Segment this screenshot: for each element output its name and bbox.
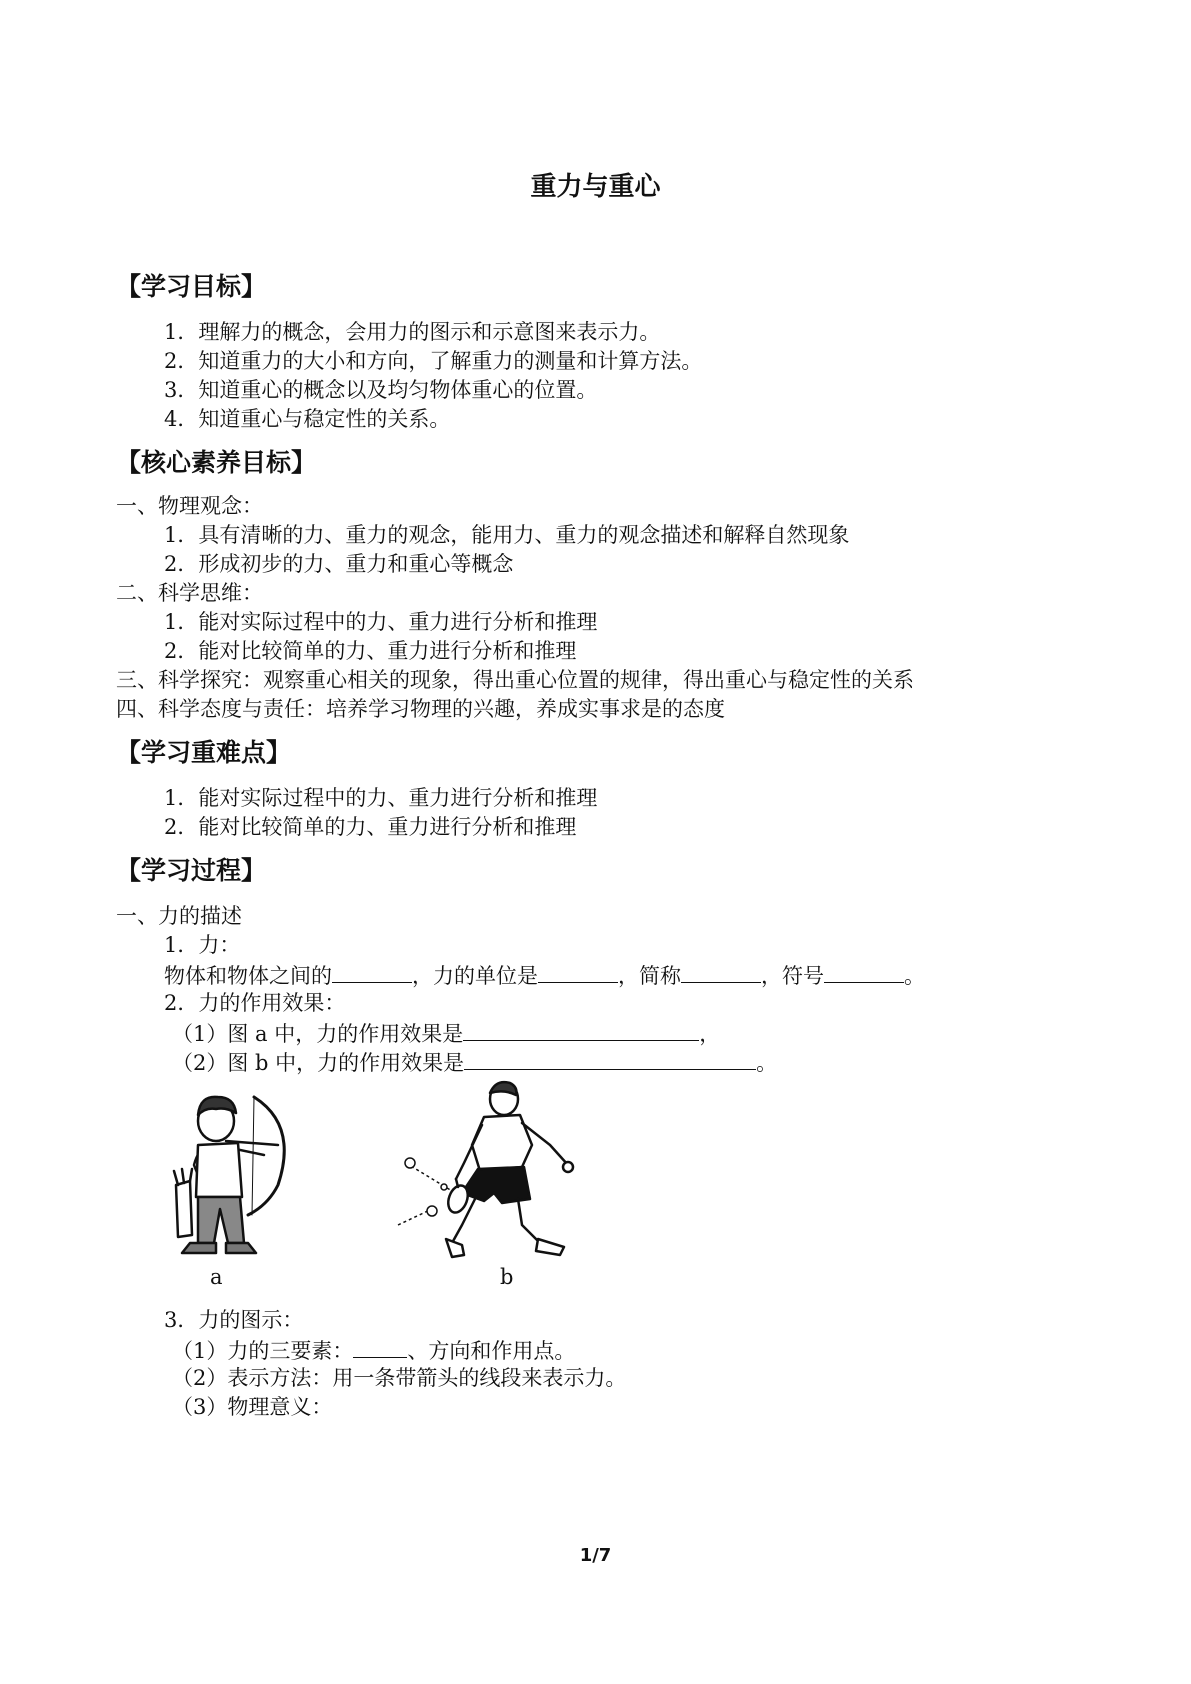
process-sub-3-3: （3）物理意义： — [172, 1395, 333, 1419]
core-part-3: 三、科学探究：观察重心相关的现象，得出重心位置的规律，得出重心与稳定性的关系 — [116, 668, 914, 692]
text-segment: （1）力的三要素： — [172, 1339, 354, 1363]
fill-blank-line-fig-b — [172, 1047, 777, 1077]
text-segment: ， — [699, 1022, 721, 1046]
process-sub-1: 1．力： — [164, 933, 241, 957]
archer-illustration — [168, 1085, 318, 1265]
figure-label-b: b — [500, 1265, 514, 1289]
core-item: 2．形成初步的力、重力和重心等概念 — [164, 552, 514, 576]
fill-blank-line-three-elements — [172, 1335, 575, 1365]
difficulty-item: 1．能对实际过程中的力、重力进行分析和推理 — [164, 786, 598, 810]
text-segment: 物体和物体之间的 — [164, 964, 332, 988]
goal-item: 3．知道重心的概念以及均匀物体重心的位置。 — [164, 378, 598, 402]
blank-field[interactable] — [538, 960, 618, 983]
blank-field[interactable] — [332, 960, 412, 983]
fill-blank-line-fig-a — [172, 1018, 720, 1048]
process-part-1: 一、力的描述 — [116, 904, 242, 928]
core-item: 1．具有清晰的力、重力的观念，能用力、重力的观念描述和解释自然现象 — [164, 523, 850, 547]
core-item: 1．能对实际过程中的力、重力进行分析和推理 — [164, 610, 598, 634]
blank-field[interactable] — [463, 1018, 699, 1041]
figure-label-a: a — [210, 1265, 223, 1289]
text-segment: 、方向和作用点。 — [407, 1339, 576, 1363]
heading-learning-goals: 【学习目标】 — [116, 272, 267, 301]
core-part-2: 二、科学思维： — [116, 581, 263, 605]
text-segment: （1）图 a 中，力的作用效果是 — [172, 1022, 464, 1046]
blank-field[interactable] — [353, 1335, 407, 1358]
text-segment: ，简称 — [618, 964, 681, 988]
process-sub-3: 3．力的图示： — [164, 1308, 304, 1332]
goal-item: 2．知道重力的大小和方向，了解重力的测量和计算方法。 — [164, 349, 703, 373]
core-item: 2．能对比较简单的力、重力进行分析和推理 — [164, 639, 577, 663]
text-segment: 。 — [756, 1051, 778, 1075]
blank-field[interactable] — [824, 960, 904, 983]
page-number: 1/7 — [579, 1545, 612, 1566]
blank-field[interactable] — [464, 1047, 756, 1070]
goal-item: 4．知道重心与稳定性的关系。 — [164, 407, 451, 431]
difficulty-item: 2．能对比较简单的力、重力进行分析和推理 — [164, 815, 577, 839]
document-title: 重力与重心 — [530, 172, 661, 202]
heading-learning-process: 【学习过程】 — [116, 856, 267, 885]
text-segment: ，符号 — [761, 964, 824, 988]
text-segment: ，力的单位是 — [412, 964, 538, 988]
text-segment: 。 — [904, 964, 925, 988]
process-sub-3-2: （2）表示方法：用一条带箭头的线段来表示力。 — [172, 1366, 627, 1390]
goal-item: 1．理解力的概念，会用力的图示和示意图来表示力。 — [164, 320, 661, 344]
heading-key-difficulties: 【学习重难点】 — [116, 738, 292, 767]
text-segment: （2）图 b 中，力的作用效果是 — [172, 1051, 465, 1075]
fill-blank-line-force — [164, 960, 925, 990]
process-sub-2: 2．力的作用效果： — [164, 991, 346, 1015]
blank-field[interactable] — [681, 960, 761, 983]
badminton-player-illustration — [392, 1075, 582, 1260]
core-part-4: 四、科学态度与责任：培养学习物理的兴趣，养成实事求是的态度 — [116, 697, 725, 721]
heading-core-literacy: 【核心素养目标】 — [116, 448, 317, 477]
core-part-1: 一、物理观念： — [116, 494, 263, 518]
